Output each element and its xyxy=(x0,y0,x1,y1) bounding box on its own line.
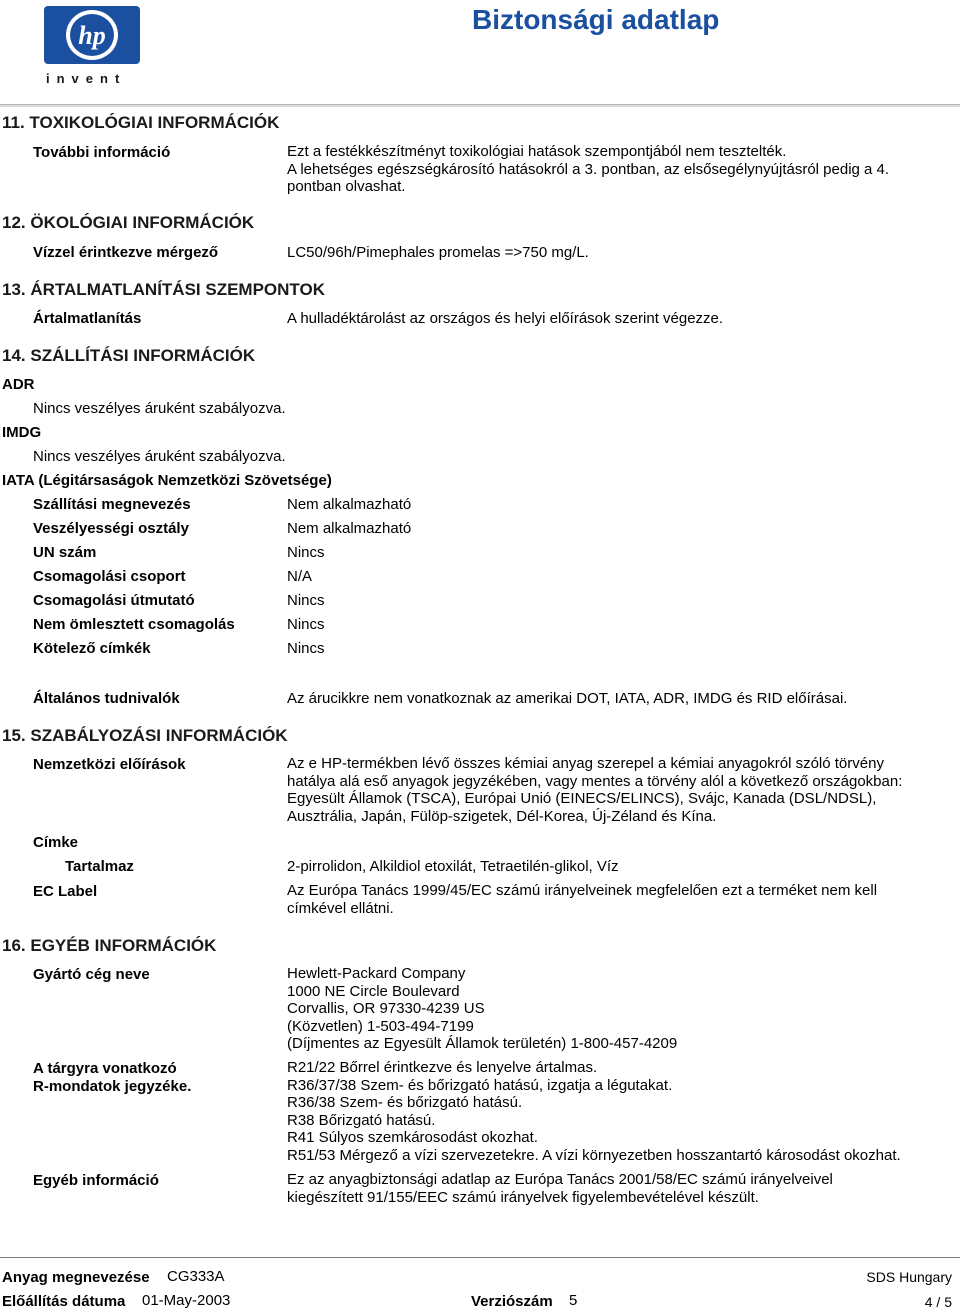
section-12-heading: 12. ÖKOLÓGIAI INFORMÁCIÓK xyxy=(2,213,255,232)
r-line: R51/53 Mérgező a vízi szervezetekre. A vízi környezetben hosszantartó károsodást okozhat. xyxy=(287,1146,901,1164)
s13-label: Ártalmatlanítás xyxy=(33,310,142,327)
s12-value: LC50/96h/Pimephales promelas =>750 mg/L. xyxy=(287,244,589,261)
other-line: kiegészített 91/155/EEC számú irányelvek figyelembevételével készült. xyxy=(287,1188,759,1206)
s11-text xyxy=(287,143,947,196)
r-phrases-text xyxy=(287,1059,947,1164)
date-value: 01-May-2003 xyxy=(142,1292,231,1309)
page-number: 4 / 5 xyxy=(924,1294,952,1310)
imdg-label: IMDG xyxy=(2,424,42,441)
other-text xyxy=(287,1171,947,1206)
s13-value: A hulladéktárolást az országos és helyi előírások szerint végezze. xyxy=(287,310,724,327)
maker-text xyxy=(287,965,947,1053)
maker-line: 1000 NE Circle Boulevard xyxy=(287,982,460,1000)
section-11-heading: 11. TOXIKOLÓGIAI INFORMÁCIÓK xyxy=(2,113,280,132)
r-line: R36/38 Szem- és bőrizgató hatású. xyxy=(287,1094,523,1111)
iata-row-value: Nincs xyxy=(287,544,325,561)
intl-line: hatálya alá eső anyagok jegyzékében, vagy mentes a törvény alól a következő országokban: xyxy=(287,772,903,790)
r-line: R36/37/38 Szem- és bőrizgató hatású, izgatja a légutakat. xyxy=(287,1076,673,1094)
section-13-heading: 13. ÁRTALMATLANÍTÁSI SZEMPONTOK xyxy=(2,280,325,299)
date-label: Előállítás dátuma xyxy=(2,1293,126,1310)
iata-row-label: Csomagolási útmutató xyxy=(33,592,195,609)
s11-label: További információ xyxy=(33,144,171,161)
r-phrases-label xyxy=(33,1060,191,1096)
general-value: Az árucikkre nem vonatkoznak az amerikai DOT, IATA, ADR, IMDG és RID előírásai. xyxy=(287,690,848,707)
s12-label: Vízzel érintkezve mérgező xyxy=(33,244,219,261)
ec-text xyxy=(287,882,947,917)
maker-line: Hewlett-Packard Company xyxy=(287,965,466,982)
contains-label: Tartalmaz xyxy=(65,858,134,875)
section-16-heading: 16. EGYÉB INFORMÁCIÓK xyxy=(2,936,217,955)
contains-value: 2-pirrolidon, Alkildiol etoxilát, Tetraetilén-glikol, Víz xyxy=(287,858,619,875)
intl-line: Az e HP-termékben lévő összes kémiai anyag szerepel a kémiai anyagokról szóló törvény xyxy=(287,755,884,772)
intl-line: Egyesült Államok (TSCA), Európai Unió (EINECS/ELINCS), Svájc, Kanada (DSL/NDSL), xyxy=(287,790,877,807)
product-value: CG333A xyxy=(167,1268,225,1285)
intl-line: Ausztrália, Japán, Fülöp-szigetek, Dél-Korea, Új-Zéland és Kína. xyxy=(287,807,717,825)
iata-row-value: Nincs xyxy=(287,616,325,633)
r-line: R21/22 Bőrrel érintkezve és lenyelve ártalmas. xyxy=(287,1059,598,1076)
section-14-heading: 14. SZÁLLÍTÁSI INFORMÁCIÓK xyxy=(2,346,256,365)
intl-text xyxy=(287,755,947,825)
adr-label: ADR xyxy=(2,376,35,393)
region-label: SDS Hungary xyxy=(866,1269,952,1285)
footer-divider xyxy=(0,1257,960,1258)
logo-text: hp xyxy=(78,21,106,50)
s11-line: pontban olvashat. xyxy=(287,178,406,195)
maker-line: (Közvetlen) 1-503-494-7199 xyxy=(287,1017,474,1035)
version-label: Verziószám xyxy=(471,1293,553,1310)
iata-row-label: Kötelező címkék xyxy=(33,640,151,657)
iata-label: IATA (Légitársaságok Nemzetközi Szövetsége) xyxy=(2,472,332,489)
other-line: Ez az anyagbiztonsági adatlap az Európa Tanács 2001/58/EC számú irányelveivel xyxy=(287,1171,833,1188)
iata-row-value: N/A xyxy=(287,568,313,585)
r-label-line: R-mondatok jegyzéke. xyxy=(33,1078,192,1095)
iata-row-value: Nincs xyxy=(287,640,325,657)
header-divider xyxy=(0,104,960,107)
iata-row-value: Nem alkalmazható xyxy=(287,520,412,537)
iata-row-label: Nem ömlesztett csomagolás xyxy=(33,616,235,633)
r-line: R41 Súlyos szemkárosodást okozhat. xyxy=(287,1129,538,1146)
maker-label: Gyártó cég neve xyxy=(33,966,150,983)
imdg-value: Nincs veszélyes áruként szabályozva. xyxy=(33,448,286,465)
s11-line: A lehetséges egészségkárosító hatásokról a 3. pontban, az elsősegélynyújtásról pedig a 4. xyxy=(287,160,890,178)
iata-row-label: Csomagolási csoport xyxy=(33,568,186,585)
ec-line: címkével ellátni. xyxy=(287,899,394,917)
document-title: Biztonsági adatlap xyxy=(472,4,720,35)
s11-line: Ezt a festékkészítményt toxikológiai hatások szempontjából nem tesztelték. xyxy=(287,143,787,160)
intl-label: Nemzetközi előírások xyxy=(33,756,186,773)
maker-line: Corvallis, OR 97330-4239 US xyxy=(287,1000,485,1017)
hp-logo xyxy=(44,6,140,64)
iata-row-value: Nem alkalmazható xyxy=(287,496,412,513)
other-label: Egyéb információ xyxy=(33,1172,159,1189)
hp-logo-icon xyxy=(44,6,140,64)
iata-row-label: Szállítási megnevezés xyxy=(33,496,191,513)
iata-row-label: Veszélyességi osztály xyxy=(33,520,189,537)
version-value: 5 xyxy=(569,1292,578,1309)
adr-value: Nincs veszélyes áruként szabályozva. xyxy=(33,400,286,417)
general-label: Általános tudnivalók xyxy=(33,690,180,707)
label-label: Címke xyxy=(33,834,79,851)
r-line: R38 Bőrizgató hatású. xyxy=(287,1111,436,1129)
iata-row-label: UN szám xyxy=(33,544,97,561)
logo-tagline: invent xyxy=(46,71,127,86)
product-label: Anyag megnevezése xyxy=(2,1269,150,1286)
r-label-line: A tárgyra vonatkozó xyxy=(33,1060,177,1077)
section-15-heading: 15. SZABÁLYOZÁSI INFORMÁCIÓK xyxy=(2,726,288,745)
ec-label: EC Label xyxy=(33,883,98,900)
iata-row-value: Nincs xyxy=(287,592,325,609)
maker-line: (Díjmentes az Egyesült Államok területén) 1-800-457-4209 xyxy=(287,1035,678,1052)
ec-line: Az Európa Tanács 1999/45/EC számú irányelveinek megfelelően ezt a terméket nem kell xyxy=(287,882,878,899)
